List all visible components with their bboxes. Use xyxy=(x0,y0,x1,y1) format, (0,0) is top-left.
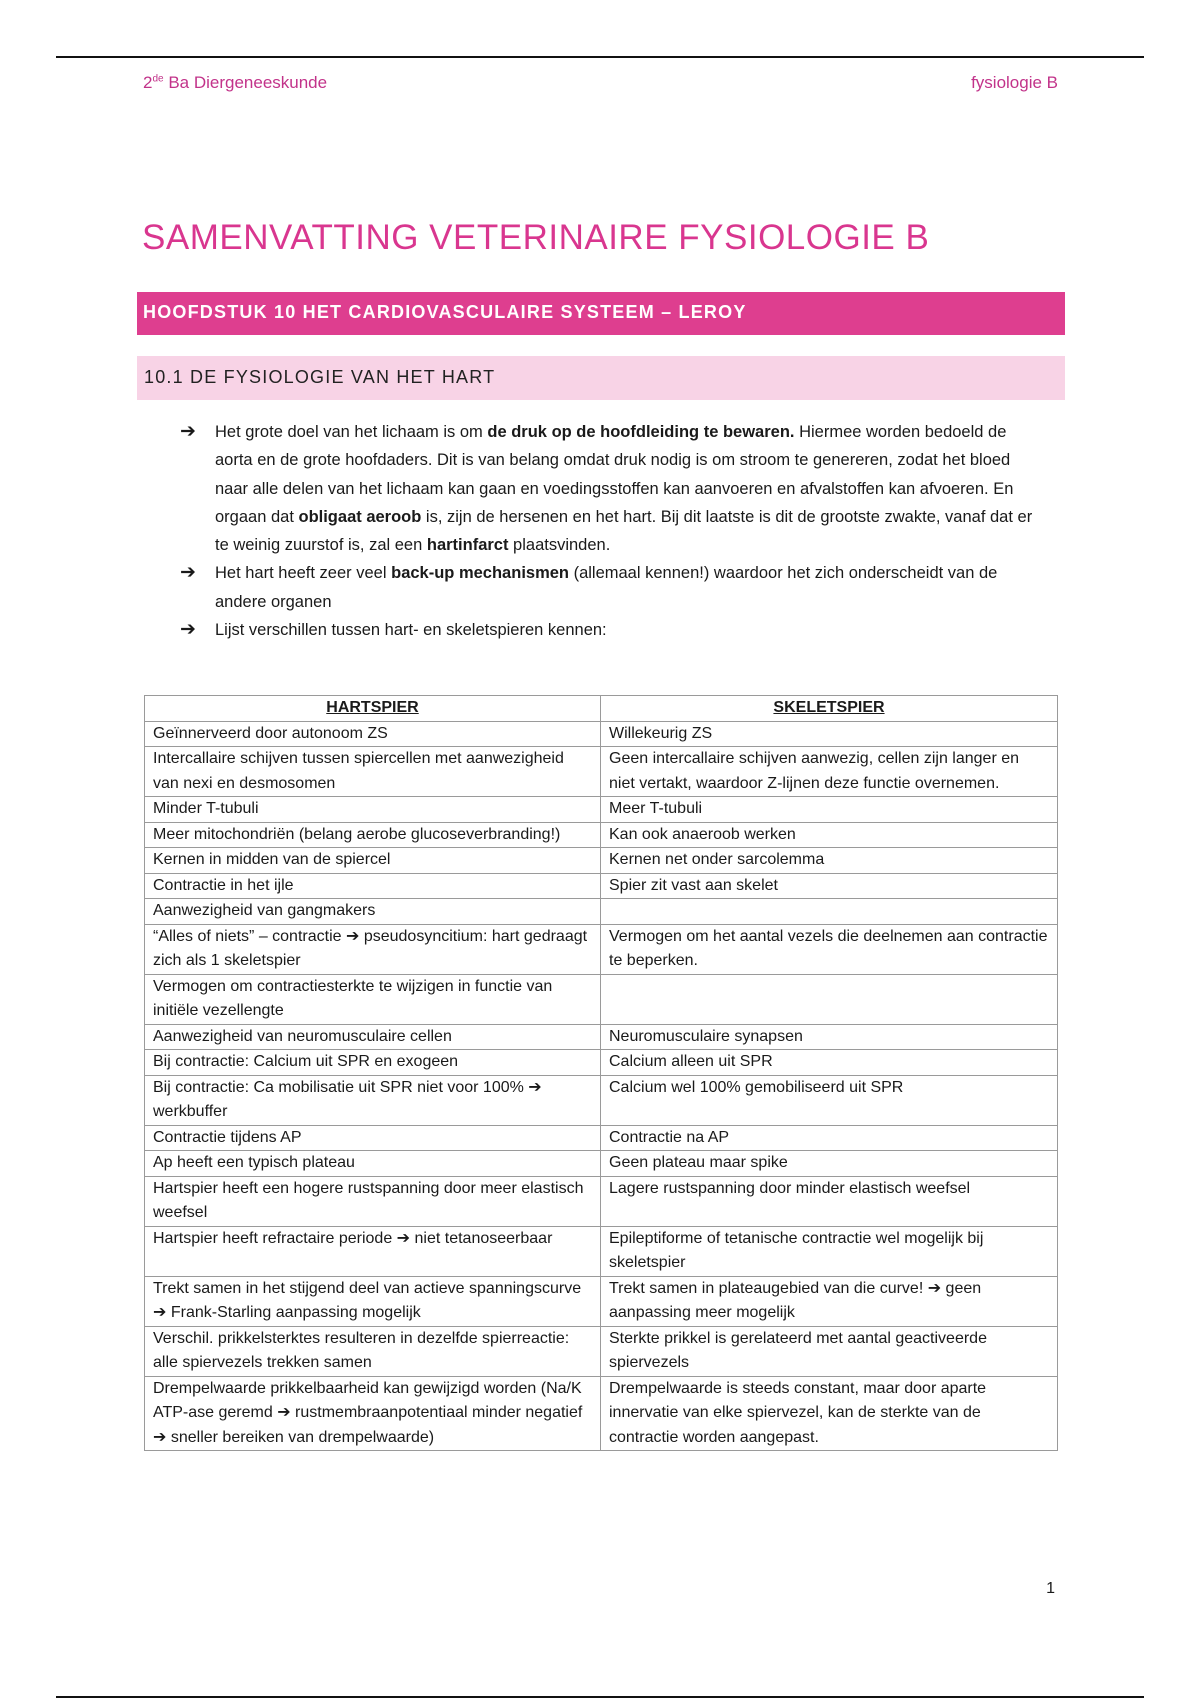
table-row xyxy=(145,974,1058,1024)
table-row xyxy=(145,1226,1058,1276)
chapter-heading: HOOFDSTUK 10 HET CARDIOVASCULAIRE SYSTEEM – LEROY xyxy=(137,292,1065,335)
document-title: SAMENVATTING VETERINAIRE FYSIOLOGIE B xyxy=(142,218,930,257)
table-cell xyxy=(601,899,1058,925)
table-cell: Contractie tijdens AP xyxy=(145,1125,601,1151)
table-cell: Kernen in midden van de spiercel xyxy=(145,848,601,874)
table-cell: Aanwezigheid van neuromusculaire cellen xyxy=(145,1024,601,1050)
table-cell: Hartspier heeft refractaire periode ➔ niet tetanoseerbaar xyxy=(145,1226,601,1276)
table-row xyxy=(145,822,1058,848)
table-row xyxy=(145,924,1058,974)
table-row xyxy=(145,1376,1058,1451)
arrow-icon: ➔ xyxy=(180,421,196,442)
bullet-item: ➔ Lijst verschillen tussen hart- en skeletspieren kennen: xyxy=(180,616,1040,644)
table-cell: Calcium wel 100% gemobiliseerd uit SPR xyxy=(601,1075,1058,1125)
table-row xyxy=(145,873,1058,899)
table-row xyxy=(145,1075,1058,1125)
arrow-icon: ➔ xyxy=(180,562,196,584)
column-header-hartspier: HARTSPIER xyxy=(145,696,601,722)
table-row xyxy=(145,899,1058,925)
table-cell: Meer T-tubuli xyxy=(601,797,1058,823)
table-cell: Kernen net onder sarcolemma xyxy=(601,848,1058,874)
arrow-icon: ➔ xyxy=(180,619,196,641)
table-row xyxy=(145,848,1058,874)
table-cell: Geen intercallaire schijven aanwezig, cellen zijn langer en niet vertakt, waardoor Z-lijnen deze functie overnemen. xyxy=(601,747,1058,797)
bullet-item: ➔ Het grote doel van het lichaam is om de druk op de hoofdleiding te bewaren. Hiermee worden bedoeld de aorta en de grote hoofdaders. Dit is van belang omdat druk nodig is om stroom te genereren, zodat het bloed naar alle delen van het lichaam kan gaan en voedingsstoffen kan aanvoeren en afvalstoffen kan afvoeren. En orgaan dat obligaat aeroob is, zijn de hersenen en het hart. Bij dit laatste is dit de grootste zwakte, vanaf dat er te weinig zuurstof is, zal een hartinfarct plaatsvinden. xyxy=(180,418,1040,559)
table-row xyxy=(145,1326,1058,1376)
table-cell: Trekt samen in plateaugebied van die curve! ➔ geen aanpassing meer mogelijk xyxy=(601,1276,1058,1326)
table-cell: Contractie na AP xyxy=(601,1125,1058,1151)
table-cell: Willekeurig ZS xyxy=(601,721,1058,747)
bottom-rule xyxy=(56,1696,1144,1698)
table-cell: Intercallaire schijven tussen spiercellen met aanwezigheid van nexi en desmosomen xyxy=(145,747,601,797)
bullet-item: ➔ Het hart heeft zeer veel back-up mechanismen (allemaal kennen!) waardoor het zich onderscheidt van de andere organen xyxy=(180,559,1040,616)
table-cell: Epileptiforme of tetanische contractie wel mogelijk bij skeletspier xyxy=(601,1226,1058,1276)
table-cell: Minder T-tubuli xyxy=(145,797,601,823)
table-cell: Kan ook anaeroob werken xyxy=(601,822,1058,848)
table-cell: Hartspier heeft een hogere rustspanning door meer elastisch weefsel xyxy=(145,1176,601,1226)
table-row xyxy=(145,1125,1058,1151)
table-cell: Geen plateau maar spike xyxy=(601,1151,1058,1177)
table-cell xyxy=(601,974,1058,1024)
table-cell: Aanwezigheid van gangmakers xyxy=(145,899,601,925)
table-cell: Vermogen om het aantal vezels die deelnemen aan contractie te beperken. xyxy=(601,924,1058,974)
table-row xyxy=(145,1151,1058,1177)
table-cell: Bij contractie: Ca mobilisatie uit SPR niet voor 100% ➔ werkbuffer xyxy=(145,1075,601,1125)
comparison-table xyxy=(144,695,1058,1451)
table-cell: Trekt samen in het stijgend deel van actieve spanningscurve ➔ Frank-Starling aanpassing mogelijk xyxy=(145,1276,601,1326)
table-row xyxy=(145,1024,1058,1050)
table-cell: Lagere rustspanning door minder elastisch weefsel xyxy=(601,1176,1058,1226)
table-row xyxy=(145,797,1058,823)
table-row xyxy=(145,721,1058,747)
table-row xyxy=(145,1276,1058,1326)
table-cell: Neuromusculaire synapsen xyxy=(601,1024,1058,1050)
table-header-row xyxy=(145,696,1058,722)
table-cell: Meer mitochondriën (belang aerobe glucoseverbranding!) xyxy=(145,822,601,848)
table-row xyxy=(145,1050,1058,1076)
table-cell: Bij contractie: Calcium uit SPR en exogeen xyxy=(145,1050,601,1076)
section-heading: 10.1 DE FYSIOLOGIE VAN HET HART xyxy=(137,356,1065,400)
table-cell: Ap heeft een typisch plateau xyxy=(145,1151,601,1177)
header-subject: fysiologie B xyxy=(971,73,1058,92)
table-cell: Contractie in het ijle xyxy=(145,873,601,899)
top-rule xyxy=(56,56,1144,58)
bullet-list xyxy=(180,418,1040,644)
table-row xyxy=(145,747,1058,797)
table-cell: Vermogen om contractiesterkte te wijzigen in functie van initiële vezellengte xyxy=(145,974,601,1024)
table-cell: Calcium alleen uit SPR xyxy=(601,1050,1058,1076)
header-course: 2de Ba Diergeneeskunde xyxy=(143,73,328,92)
table-cell: Drempelwaarde is steeds constant, maar door aparte innervatie van elke spiervezel, kan de sterkte van de contractie worden aangepast. xyxy=(601,1376,1058,1451)
table-cell: Geïnnerveerd door autonoom ZS xyxy=(145,721,601,747)
table-cell: Verschil. prikkelsterktes resulteren in dezelfde spierreactie: alle spiervezels trekken samen xyxy=(145,1326,601,1376)
table-cell: Sterkte prikkel is gerelateerd met aantal geactiveerde spiervezels xyxy=(601,1326,1058,1376)
table-cell: “Alles of niets” – contractie ➔ pseudosyncitium: hart gedraagt zich als 1 skeletspier xyxy=(145,924,601,974)
table-cell: Spier zit vast aan skelet xyxy=(601,873,1058,899)
page-number: 1 xyxy=(1046,1580,1055,1597)
table-row xyxy=(145,1176,1058,1226)
column-header-skeletspier: SKELETSPIER xyxy=(601,696,1058,722)
table-cell: Drempelwaarde prikkelbaarheid kan gewijzigd worden (Na/K ATP-ase geremd ➔ rustmembraanpotentiaal minder negatief ➔ sneller bereiken van drempelwaarde) xyxy=(145,1376,601,1451)
